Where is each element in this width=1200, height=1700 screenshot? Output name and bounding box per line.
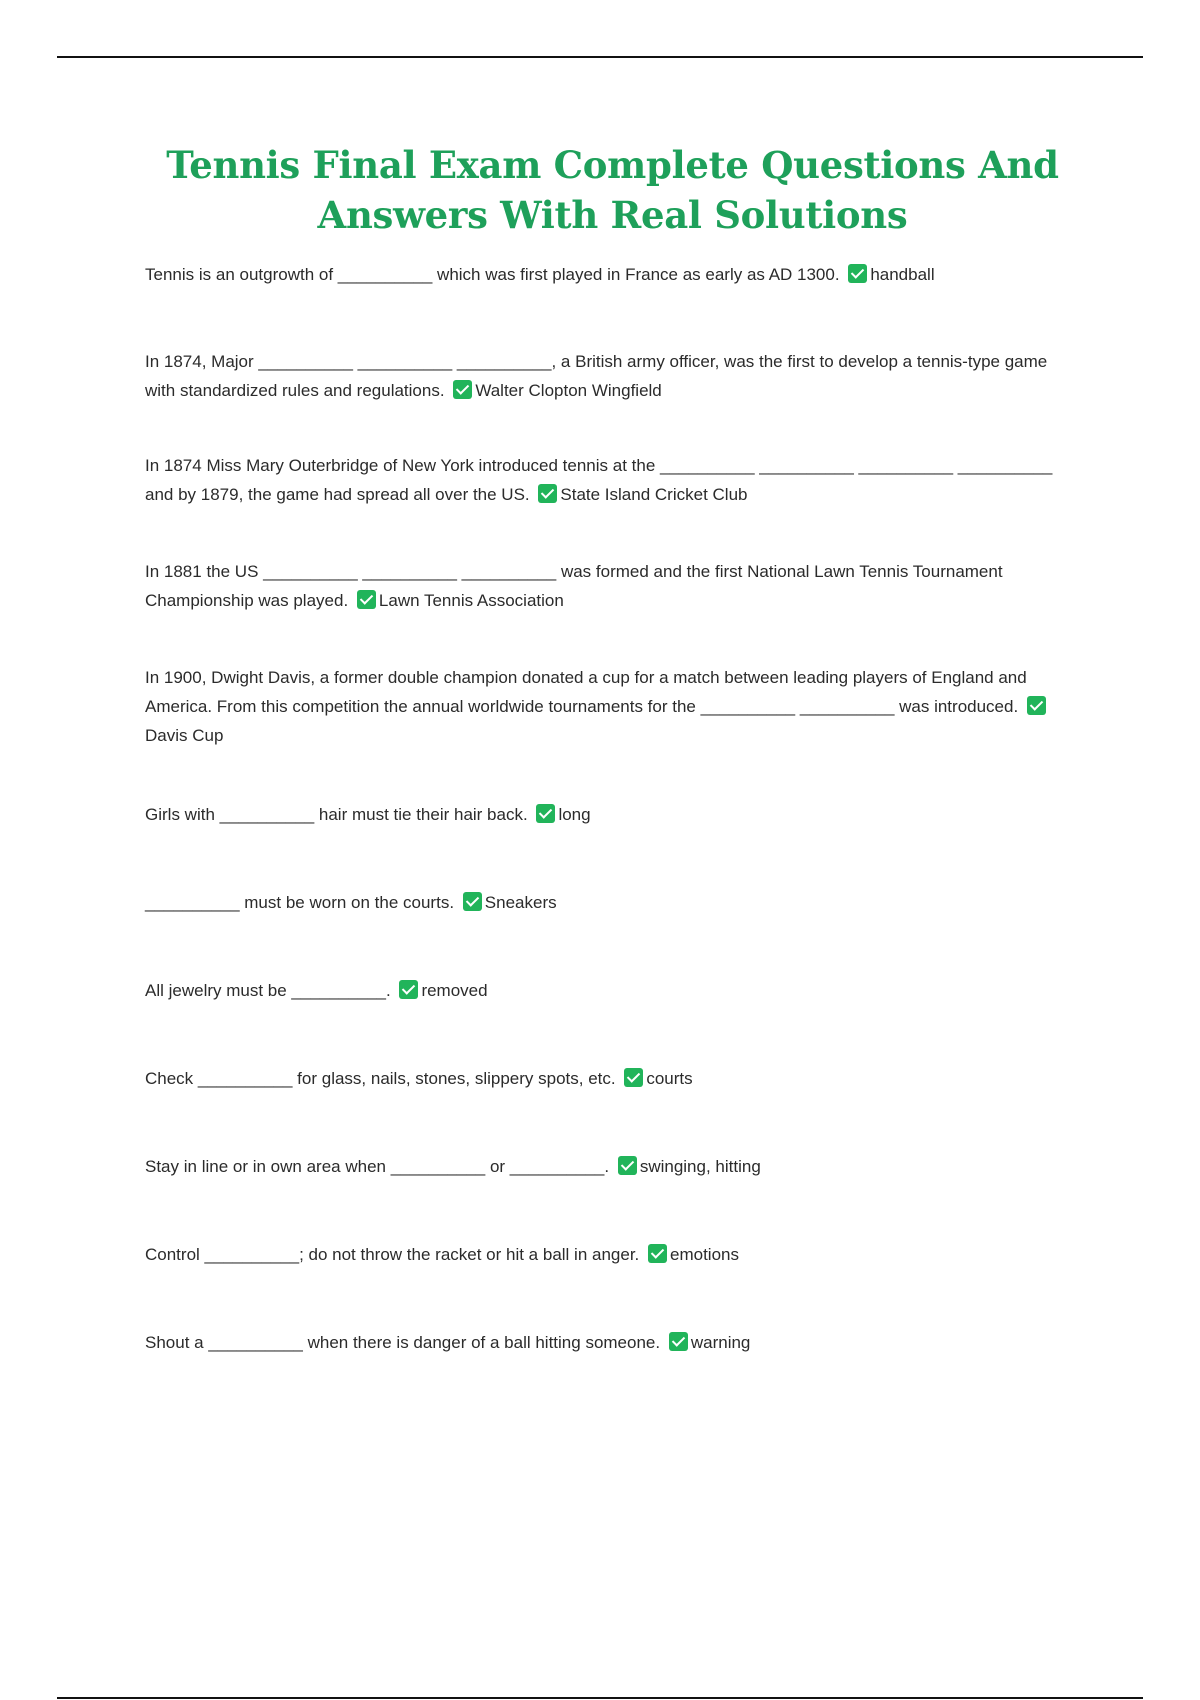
question-text: In 1900, Dwight Davis, a former double champion donated a cup for a match between leading players of England and America. From this competition the annual worldwide tournaments for the __________ __________ was introduced. (145, 668, 1027, 716)
qa-item (145, 1064, 1080, 1093)
check-icon (538, 484, 557, 503)
document-body (145, 140, 1080, 1357)
qa-item (145, 888, 1080, 917)
check-icon (848, 264, 867, 283)
qa-item (145, 347, 1080, 405)
answer-text: Davis Cup (145, 726, 224, 745)
qa-item (145, 451, 1080, 509)
qa-item (145, 1328, 1080, 1357)
answer-text: removed (421, 981, 488, 1000)
check-icon (536, 804, 555, 823)
check-icon (624, 1068, 643, 1087)
answer-text: long (558, 805, 591, 824)
qa-item (145, 557, 1080, 615)
check-icon (648, 1244, 667, 1263)
check-icon (463, 892, 482, 911)
question-text: Shout a __________ when there is danger of a ball hitting someone. (145, 1333, 661, 1352)
qa-item (145, 800, 1080, 829)
qa-item (145, 260, 1080, 289)
question-text: Tennis is an outgrowth of __________ which was first played in France as early as AD 1300. (145, 265, 840, 284)
answer-text: handball (870, 265, 935, 284)
answer-text: State Island Cricket Club (560, 485, 748, 504)
question-text: In 1874 Miss Mary Outerbridge of New York introduced tennis at the __________ __________ __________ __________ and by 1879, the game had spread all over the US. (145, 456, 1053, 504)
question-text: Stay in line or in own area when __________ or __________. (145, 1157, 610, 1176)
qa-item (145, 1240, 1080, 1269)
answer-text: Walter Clopton Wingfield (475, 381, 662, 400)
question-text: All jewelry must be __________. (145, 981, 391, 1000)
check-icon (1027, 696, 1046, 715)
answer-text: courts (646, 1069, 693, 1088)
question-text: Check __________ for glass, nails, stones, slippery spots, etc. (145, 1069, 616, 1088)
answer-text: emotions (670, 1245, 739, 1264)
question-text: In 1874, Major __________ __________ __________, a British army officer, was the first to develop a tennis-type game with standardized rules and regulations. (145, 352, 1048, 400)
answer-text: Sneakers (484, 893, 557, 912)
question-text: __________ must be worn on the courts. (145, 893, 455, 912)
top-rule (57, 56, 1143, 58)
page-title: Tennis Final Exam Complete Questions And Answers With Real Solutions (166, 143, 1059, 237)
question-text: In 1881 the US __________ __________ __________ was formed and the first National Lawn Tennis Tournament Championship was played. (145, 562, 1003, 610)
check-icon (453, 380, 472, 399)
qa-item (145, 663, 1080, 750)
bottom-rule (57, 1697, 1143, 1699)
qa-item (145, 1152, 1080, 1181)
answer-text: swinging, hitting (639, 1157, 761, 1176)
check-icon (357, 590, 376, 609)
check-icon (399, 980, 418, 999)
question-text: Girls with __________ hair must tie their hair back. (145, 805, 528, 824)
check-icon (618, 1156, 637, 1175)
answer-text: warning (690, 1333, 751, 1352)
check-icon (669, 1332, 688, 1351)
question-text: Control __________; do not throw the racket or hit a ball in anger. (145, 1245, 640, 1264)
qa-item (145, 976, 1080, 1005)
answer-text: Lawn Tennis Association (378, 591, 564, 610)
